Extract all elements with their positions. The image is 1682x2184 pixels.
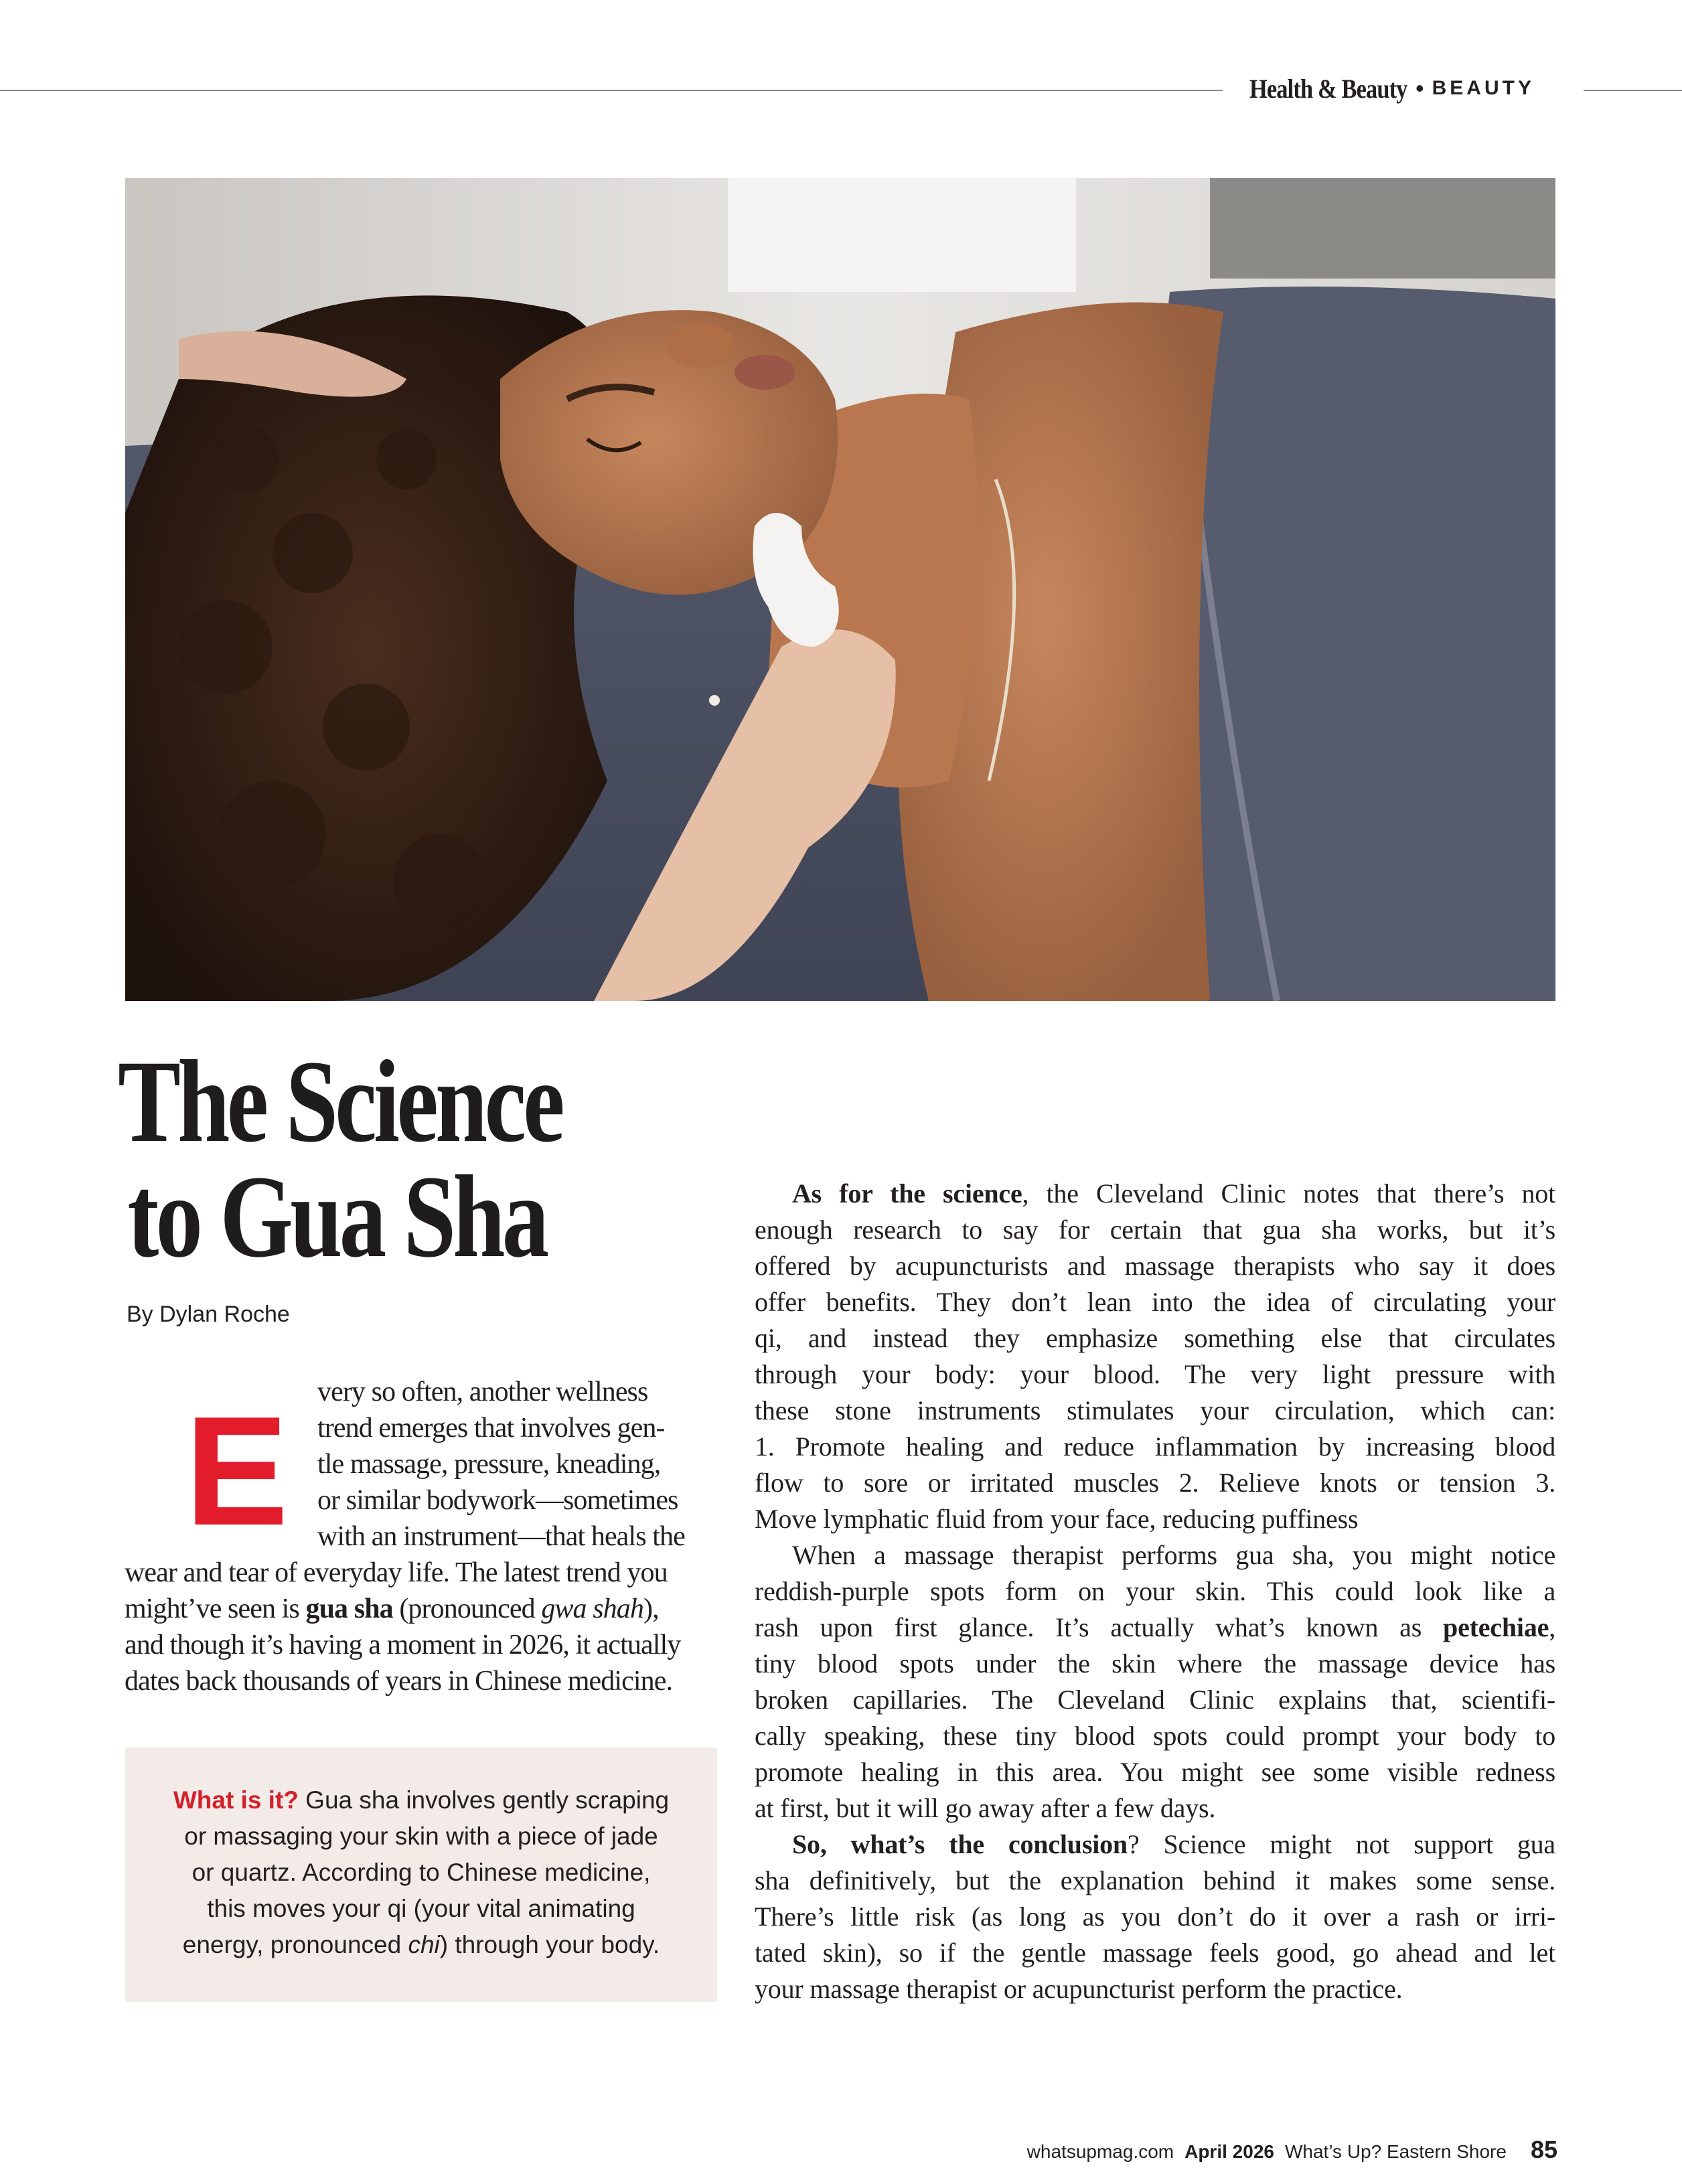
body-line: your massage therapist or acupuncturist perform the practice. bbox=[755, 1974, 1403, 2004]
sidebar-line bbox=[125, 1782, 717, 1818]
sidebar-line: or massaging your skin with a piece of jade bbox=[184, 1822, 658, 1850]
section-separator: • bbox=[1416, 74, 1424, 102]
footer-magazine-name: What’s Up? Eastern Shore bbox=[1284, 2141, 1507, 2162]
intro-line: with an instrument—that heals the bbox=[317, 1521, 685, 1552]
intro-paragraph bbox=[125, 1374, 720, 1699]
body-line: There’s little risk (as long as you don’t do it over a rash or irri- bbox=[755, 1901, 1555, 1932]
dropcap: E bbox=[185, 1385, 289, 1558]
body-line: Move lymphatic fluid from your face, reducing puffiness bbox=[755, 1504, 1359, 1534]
body-line: When a massage therapist performs gua sha, you might notice bbox=[792, 1540, 1555, 1570]
intro-pronunciation: gwa shah bbox=[541, 1593, 643, 1624]
page-footer bbox=[1027, 2136, 1557, 2164]
intro-line: and though it’s having a moment in 2026, it actually bbox=[125, 1630, 681, 1660]
byline: By Dylan Roche bbox=[127, 1302, 290, 1327]
subhead-conclusion: So, what’s the conclusion bbox=[792, 1829, 1128, 1859]
subhead-science: As for the science bbox=[792, 1178, 1022, 1208]
footer-url: whatsupmag.com bbox=[1026, 2141, 1174, 2162]
intro-text: might’ve seen is bbox=[125, 1593, 306, 1624]
sidebar-pronunciation: chi bbox=[408, 1931, 440, 1958]
intro-line: very so often, another wellness bbox=[317, 1377, 648, 1407]
section-name: Health & Beauty bbox=[1249, 73, 1407, 104]
body-line: offer benefits. They don’t lean into the idea of circulating your bbox=[755, 1287, 1555, 1317]
body-text: rash upon first glance. It’s actually what’s known as bbox=[755, 1612, 1444, 1642]
intro-line bbox=[125, 1591, 720, 1627]
body-line: enough research to say for certain that gua sha works, but it’s bbox=[755, 1215, 1555, 1245]
intro-line: or similar bodywork—sometimes bbox=[317, 1485, 678, 1516]
header-rule-left bbox=[0, 90, 1223, 91]
body-line: cally speaking, these tiny blood spots could prompt your body to bbox=[755, 1721, 1555, 1751]
body-line: flow to sore or irritated muscles 2. Relieve knots or tension 3. bbox=[755, 1468, 1555, 1498]
article-title bbox=[118, 1036, 787, 1282]
body-line bbox=[755, 1826, 1555, 1863]
sidebar-heading: What is it? bbox=[173, 1786, 299, 1814]
intro-line: tle massage, pressure, kneading, bbox=[317, 1449, 661, 1480]
body-column-right bbox=[755, 1176, 1555, 2007]
body-line: qi, and instead they emphasize something else that circulates bbox=[755, 1323, 1555, 1353]
body-line bbox=[755, 1610, 1555, 1646]
body-line: sha definitively, but the explanation behind it makes some sense. bbox=[755, 1865, 1555, 1895]
intro-line: dates back thousands of years in Chinese medicine. bbox=[125, 1666, 673, 1697]
sidebar-text bbox=[125, 1782, 717, 1963]
intro-text: (pronounced bbox=[392, 1593, 542, 1624]
body-line: tated skin), so if the gentle massage feels good, go ahead and let bbox=[755, 1938, 1555, 1968]
body-line: promote healing in this area. You might see some visible redness bbox=[755, 1757, 1555, 1787]
what-is-it-sidebar bbox=[125, 1747, 717, 2002]
body-text: , bbox=[1549, 1612, 1555, 1642]
sidebar-text-part: Gua sha involves gently scraping bbox=[298, 1786, 670, 1814]
body-line bbox=[755, 1176, 1555, 1212]
hero-photo bbox=[125, 178, 1555, 1001]
spa-gua-sha-photo-icon bbox=[125, 178, 1555, 1001]
body-line: reddish-purple spots form on your skin. This could look like a bbox=[755, 1576, 1555, 1606]
intro-line: wear and tear of everyday life. The latest trend you bbox=[125, 1557, 668, 1588]
section-header bbox=[1249, 67, 1535, 110]
intro-line: trend emerges that involves gen- bbox=[317, 1413, 665, 1444]
footer-issue-date: April 2026 bbox=[1184, 2141, 1274, 2162]
body-line: broken capillaries. The Cleveland Clinic explains that, scientifi- bbox=[755, 1685, 1555, 1715]
title-line-2: to Gua Sha bbox=[127, 1152, 546, 1282]
sidebar-line: or quartz. According to Chinese medicine, bbox=[192, 1859, 651, 1886]
section-category: BEAUTY bbox=[1432, 77, 1535, 99]
intro-term-gua-sha: gua sha bbox=[305, 1593, 393, 1624]
body-line: at first, but it will go away after a few days. bbox=[755, 1793, 1216, 1823]
body-line: offered by acupuncturists and massage therapists who say it does bbox=[755, 1251, 1555, 1281]
page-number: 85 bbox=[1530, 2136, 1557, 2163]
term-petechiae: petechiae bbox=[1443, 1612, 1549, 1642]
body-line: 1. Promote healing and reduce inflammation by increasing blood bbox=[755, 1431, 1555, 1462]
sidebar-text-part: ) through your body. bbox=[439, 1931, 660, 1958]
header-rule-right bbox=[1584, 90, 1682, 91]
title-line-1: The Science bbox=[118, 1036, 562, 1167]
body-text: ? Science might not support gua bbox=[1127, 1829, 1555, 1859]
body-text: , the Cleveland Clinic notes that there’s not bbox=[1022, 1178, 1555, 1208]
body-line: through your body: your blood. The very light pressure with bbox=[755, 1359, 1555, 1389]
body-line: these stone instruments stimulates your circulation, which can: bbox=[755, 1395, 1555, 1425]
sidebar-line bbox=[125, 1927, 717, 1963]
sidebar-text-part: energy, pronounced bbox=[182, 1931, 408, 1958]
sidebar-line: this moves your qi (your vital animating bbox=[207, 1895, 635, 1922]
intro-text: ), bbox=[643, 1593, 659, 1624]
body-line: tiny blood spots under the skin where the massage device has bbox=[755, 1648, 1555, 1679]
